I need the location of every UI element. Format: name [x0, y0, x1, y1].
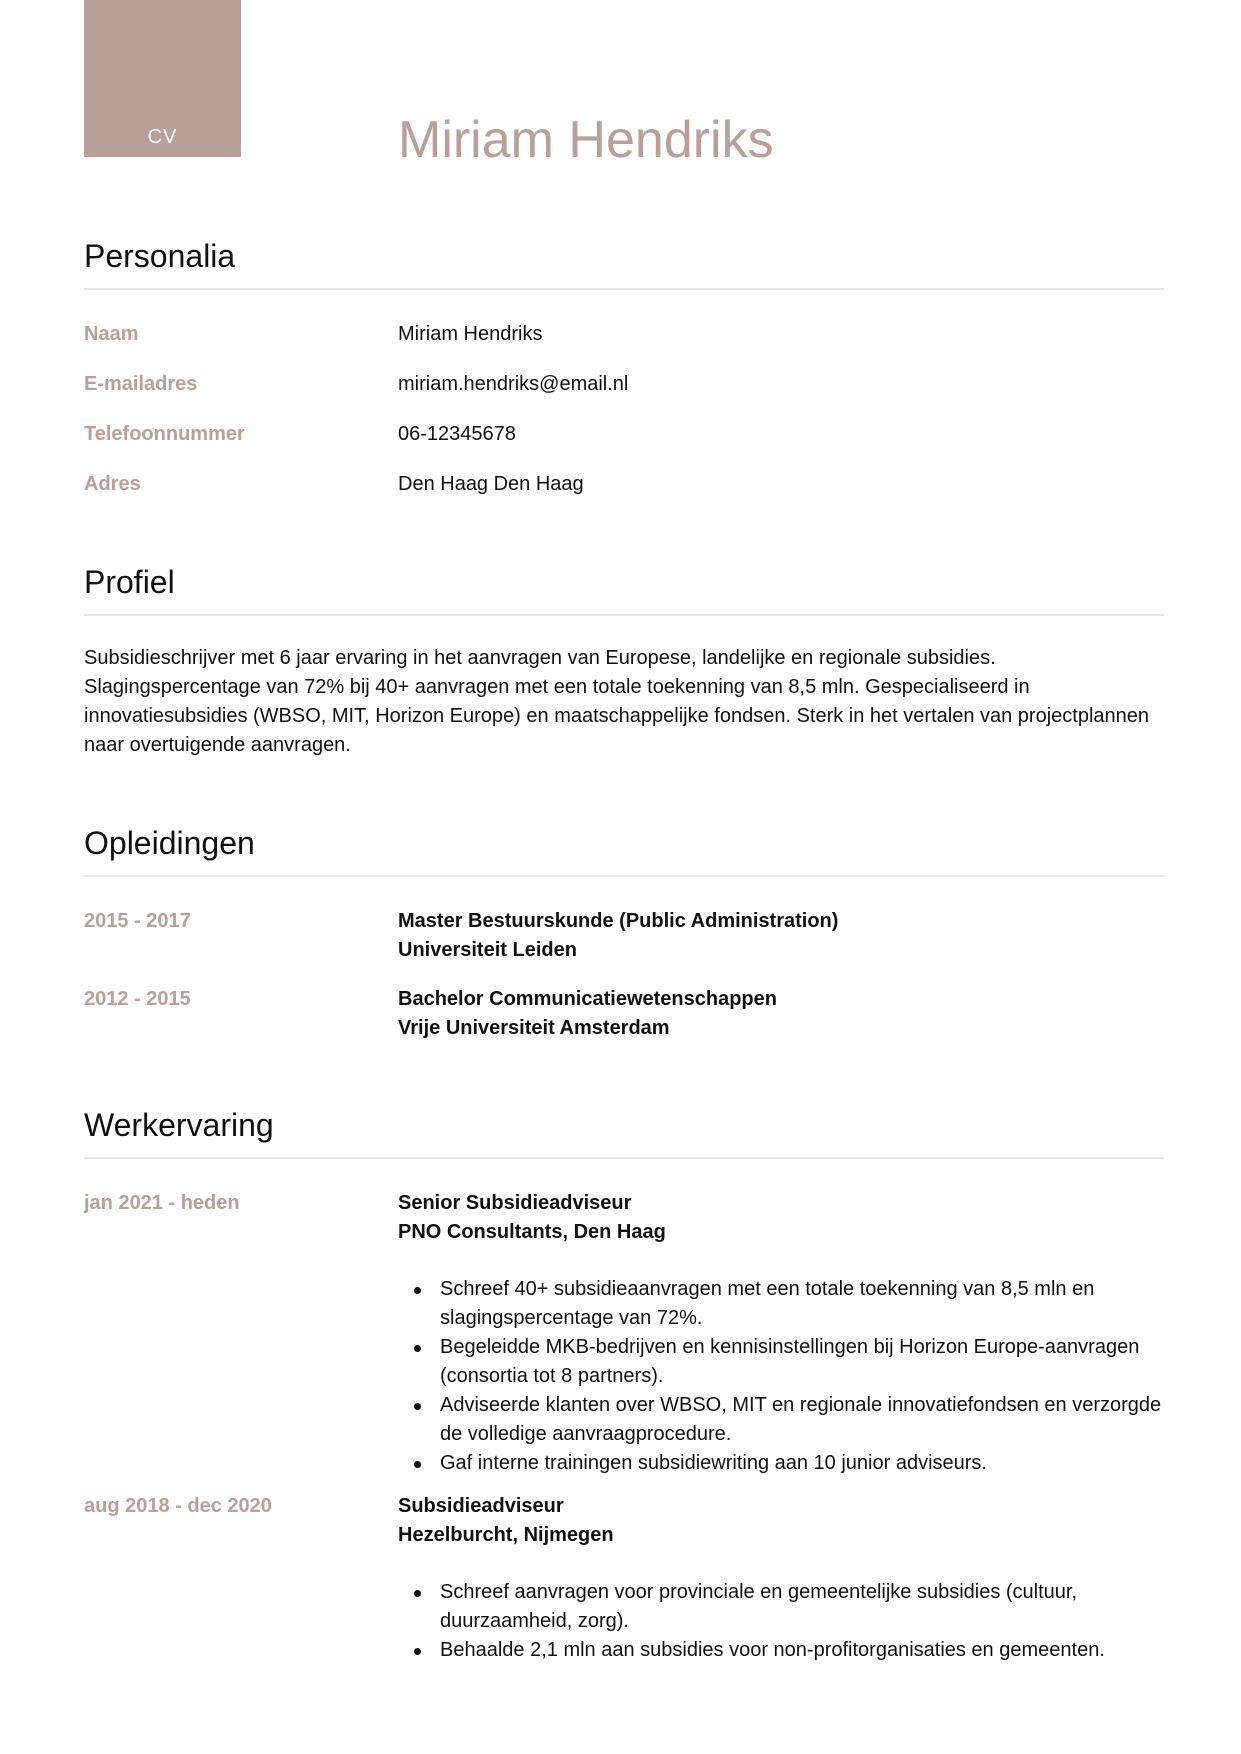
work-title: Senior Subsidieadviseur: [398, 1192, 632, 1214]
cv-badge-label: CV: [147, 126, 178, 148]
email-value: miriam.hendriks@email.nl: [398, 373, 629, 395]
personalia-section: [84, 236, 1164, 523]
education-period: 2015 - 2017: [84, 910, 191, 932]
phone-value: 06-12345678: [398, 423, 516, 445]
work-company: Hezelburcht, Nijmegen: [398, 1524, 614, 1546]
education-institution: Vrije Universiteit Amsterdam: [398, 1017, 670, 1039]
education-entry: [84, 907, 1164, 985]
work-entry: [84, 1189, 1164, 1478]
name-value: Miriam Hendriks: [398, 323, 543, 345]
werkervaring-section: [84, 1105, 1164, 1665]
work-bullet: Schreef aanvragen voor provinciale en gemeentelijke subsidies (cultuur, duurzaamheid, zorg).: [398, 1578, 1164, 1636]
personal-row-email: [84, 373, 1164, 423]
work-bullets: [398, 1578, 1164, 1665]
candidate-name: Miriam Hendriks: [398, 111, 774, 169]
address-label: Adres: [84, 473, 141, 495]
personalia-heading: Personalia: [84, 236, 1164, 290]
work-entry: [84, 1492, 1164, 1665]
name-label: Naam: [84, 323, 139, 345]
personal-row-phone: [84, 423, 1164, 473]
opleidingen-section: [84, 823, 1164, 1043]
work-bullet: Gaf interne trainingen subsidiewriting aan 10 junior adviseurs.: [398, 1449, 1164, 1478]
cv-badge: [84, 0, 241, 157]
personal-row-address: [84, 473, 1164, 523]
opleidingen-heading: Opleidingen: [84, 823, 1164, 877]
work-bullet: Behaalde 2,1 mln aan subsidies voor non-profitorganisaties en gemeenten.: [398, 1636, 1164, 1665]
work-bullet: Schreef 40+ subsidieaanvragen met een totale toekenning van 8,5 mln en slagingspercentage van 72%.: [398, 1275, 1164, 1333]
profiel-section: [84, 562, 1164, 760]
profiel-heading: Profiel: [84, 562, 1164, 616]
werkervaring-heading: Werkervaring: [84, 1105, 1164, 1159]
work-company: PNO Consultants, Den Haag: [398, 1221, 666, 1243]
work-period: aug 2018 - dec 2020: [84, 1495, 272, 1517]
education-title: Bachelor Communicatiewetenschappen: [398, 988, 777, 1010]
work-bullets: [398, 1275, 1164, 1478]
education-entry: [84, 985, 1164, 1043]
education-title: Master Bestuurskunde (Public Administration): [398, 910, 839, 932]
email-label: E-mailadres: [84, 373, 198, 395]
profiel-text: Subsidieschrijver met 6 jaar ervaring in het aanvragen van Europese, landelijke en regionale subsidies. Slagingspercentage van 72% bij 40+ aanvragen met een totale toekenning van 8,5 mln. Gespecialiseerd in innovatiesubsidies (WBSO, MIT, Horizon Europe) en maatschappelijke fondsen. Sterk in het vertalen van projectplannen naar overtuigende aanvragen.: [84, 647, 1150, 756]
work-title: Subsidieadviseur: [398, 1495, 564, 1517]
education-institution: Universiteit Leiden: [398, 939, 577, 961]
education-period: 2012 - 2015: [84, 988, 191, 1010]
personal-row-name: [84, 323, 1164, 373]
work-bullet: Adviseerde klanten over WBSO, MIT en regionale innovatiefondsen en verzorgde de volledige aanvraagprocedure.: [398, 1391, 1164, 1449]
address-value: Den Haag Den Haag: [398, 473, 584, 495]
work-bullet: Begeleidde MKB-bedrijven en kennisinstellingen bij Horizon Europe-aanvragen (consortia tot 8 partners).: [398, 1333, 1164, 1391]
work-period: jan 2021 - heden: [84, 1192, 240, 1214]
phone-label: Telefoonnummer: [84, 423, 245, 445]
